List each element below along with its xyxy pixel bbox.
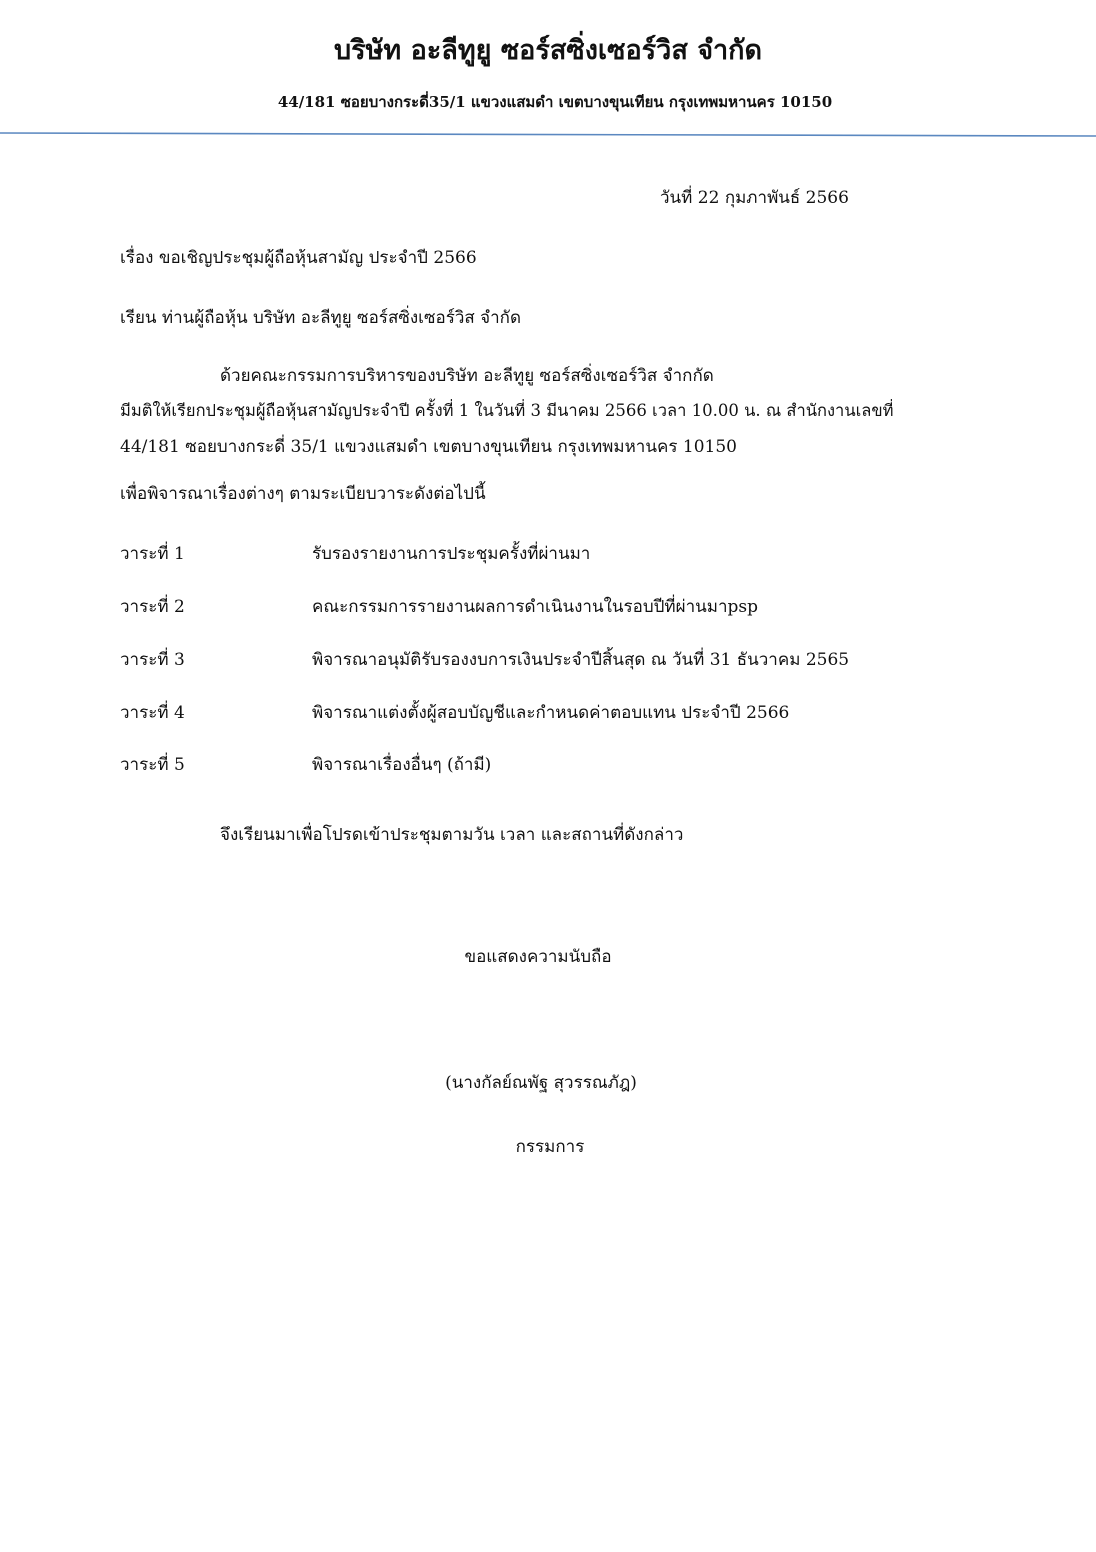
agenda-text: พิจารณาแต่งตั้งผู้สอบบัญชีและกำหนดค่าตอบแทน ประจำปี 2566 (312, 703, 790, 723)
agenda-text: พิจารณาเรื่องอื่นๆ (ถ้ามี) (312, 755, 492, 775)
company-address: 44/181 ซอยบางกระดี่35/1 แขวงแสมดำ เขตบางขุนเทียน กรุงเทพมหานคร 10150 (277, 93, 833, 111)
agenda-label: วาระที่ 5 (120, 755, 185, 775)
closing-line: จึงเรียนมาเพื่อโปรดเข้าประชุมตามวัน เวลา และสถานที่ดังกล่าว (220, 825, 684, 845)
agenda-label: วาระที่ 1 (120, 544, 185, 564)
body-line: ด้วยคณะกรรมการบริหารของบริษัท อะลีทูยู ซอร์สซิ่งเซอร์วิส จำกกัด (220, 366, 714, 386)
agenda-text: รับรองรายงานการประชุมครั้งที่ผ่านมา (312, 544, 591, 564)
signer-name: (นางกัลย์ณพัฐ สุวรรณภัฎ) (445, 1073, 637, 1093)
agenda-text: คณะกรรมการรายงานผลการดำเนินงานในรอบปีที่ผ่านมาpsp (312, 597, 758, 617)
letter-recipient: เรียน ท่านผู้ถือหุ้น บริษัท อะลีทูยู ซอร์สซิ่งเซอร์วิส จำกัด (120, 308, 522, 328)
agenda-label: วาระที่ 2 (120, 597, 185, 617)
letter-subject: เรื่อง ขอเชิญประชุมผู้ถือหุ้นสามัญ ประจำปี 2566 (120, 248, 477, 268)
agenda-label: วาระที่ 3 (120, 650, 185, 670)
agenda-text: พิจารณาอนุมัติรับรองงบการเงินประจำปีสิ้นสุด ณ วันที่ 31 ธันวาคม 2565 (312, 650, 850, 670)
regards-line: ขอแสดงความนับถือ (464, 947, 612, 967)
signer-title: กรรมการ (515, 1137, 585, 1157)
body-line: เพื่อพิจารณาเรื่องต่างๆ ตามระเบียบวาระดังต่อไปนี้ (120, 484, 486, 504)
body-line: 44/181 ซอยบางกระดี่ 35/1 แขวงแสมดำ เขตบางขุนเทียน กรุงเทพมหานคร 10150 (120, 437, 737, 457)
company-name: บริษัท อะลีทูยู ซอร์สซิ่งเซอร์วิส จำกัด (333, 35, 763, 66)
body-line: มีมติให้เรียกประชุมผู้ถือหุ้นสามัญประจำปี ครั้งที่ 1 ในวันที่ 3 มีนาคม 2566 เวลา 10.00 น. ณ สำนักงานเลขที่ (120, 401, 894, 420)
letter-date: วันที่ 22 กุมภาพันธ์ 2566 (660, 188, 849, 208)
header-rule (0, 131, 1096, 138)
agenda-label: วาระที่ 4 (120, 703, 185, 723)
